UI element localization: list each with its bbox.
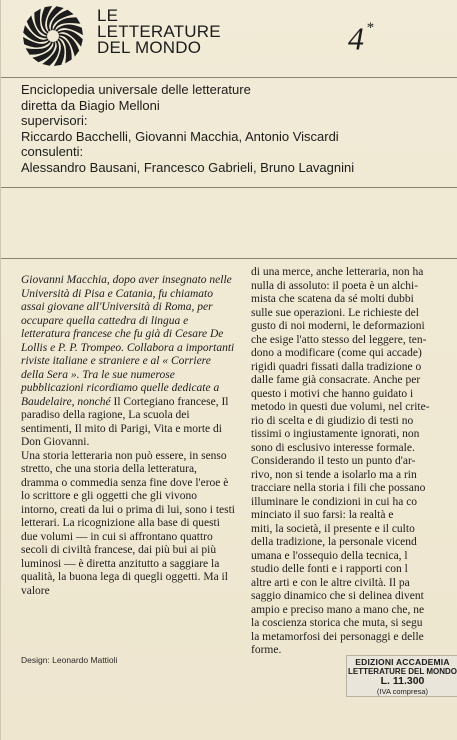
description-line-right: Considerando il testo un punto d'ar-: [251, 455, 416, 467]
author-bio-text: Giovanni Macchia, dopo aver insegnato nelle Università di Pisa e Catania, fu chiamato assai giovane all'Università di Roma, per occupare quella cattedra di lingua e letteratura francese che fu già di Cesare De Lollis e P. P. Trompeo. Collabora a importanti riviste italiane e straniere e al « Corriere della Sera ». Tra le sue numerose pubblicazioni ricordiamo quelle dedicate a Baudelaire, nonché: [21, 274, 235, 408]
divider: [1, 187, 457, 188]
series-title: [97, 8, 221, 56]
series-title-line: DEL MONDO: [97, 38, 202, 57]
description-text-left: Una storia letteraria non può essere, in senso stretto, che una storia della letteratura, dramma o commedia senza fine dove l'eroe è lo scrittore e gli oggetti che gli vivono intorno, creati da lui o prima di lui, sono i testi letterari. La ricognizione alla base di questi due volumi — in cui si affrontano quattro secoli di civiltà francese, dai più bui ai più luminosi — è diretta anzitutto a saggiare la qualità, la buona lega di quegli oggetti. Ma il valore: [21, 449, 235, 597]
description-line-right: rigidi quadri fissati dalla tradizione o: [251, 360, 422, 373]
description-line-right: la coscienza storica che muta, si segu: [251, 617, 423, 629]
description-line-right: sulle sue operazioni. Le richieste del: [251, 306, 419, 319]
left-column: [21, 274, 235, 598]
description-line-right: dono a modificare (come qui accade): [251, 347, 422, 359]
description-line-right: della tradizione, la personale vicend: [251, 536, 417, 548]
volume-number: [348, 18, 374, 55]
series-title-line: LE: [97, 6, 119, 25]
description-line-right: forme.: [251, 644, 282, 656]
description-line-right: mista che scatena da sé molti dubbi: [251, 293, 414, 305]
description-line-right: miti, la società, il presente e il culto: [251, 522, 415, 535]
description-line-right: ampio e preciso mano a mano che, ne: [251, 603, 425, 616]
description-line-right: studio delle fonti e i rapporti con l: [251, 563, 408, 575]
description-line-right: metodo in questi due volumi, nel crite-: [251, 401, 430, 413]
description-line-right: tracciare nella storia i fili che possano: [251, 482, 426, 494]
description-line-right: gusto di noi moderni, le deformazioni: [251, 320, 425, 332]
description-line-right: di una merce, anche letteraria, non ha: [251, 266, 424, 278]
divider: [1, 258, 457, 259]
credits-line: supervisori:: [21, 113, 88, 128]
series-title-line: LETTERATURE: [97, 22, 221, 41]
description-line-right: umana e l'ossequio della tecnica, l: [251, 549, 408, 562]
divider: [1, 77, 457, 78]
price-sticker: [346, 655, 457, 697]
credits-line: Alessandro Bausani, Francesco Gabrieli, Bruno Lavagnini: [21, 159, 355, 175]
description-line-right: rio di scelta e di giudizio di testi no: [251, 414, 414, 427]
author-bio: [21, 274, 235, 450]
sticker-tax-note: (IVA compresa): [376, 687, 429, 696]
description-line-right: che esige l'atto stesso del leggere, ten-: [251, 333, 427, 346]
right-column: [251, 266, 457, 658]
credits-line: consulenti:: [21, 144, 84, 159]
swirl-logo-icon: [21, 4, 85, 68]
description-line-right: saggio dinamico che si delinea divent: [251, 590, 424, 602]
description-line-right: tissimi o ingiustamente ignorati, non: [251, 428, 420, 440]
description-line-right: la metamorfosi dei personaggi e delle: [251, 630, 424, 643]
logo-center: [48, 31, 58, 41]
description-line-right: questo i motivi che hanno guidato i: [251, 387, 414, 400]
sticker-series: LETTERATURE DEL MONDO: [347, 667, 457, 676]
description-line-right: illuminare le condizioni in cui ha co: [251, 495, 418, 508]
author-works-list: Il Cortegiano francese, Il paradiso della ragione, La scuola dei sentimenti, Il mito di Parigi, Vita e morte di Don Giovanni.: [21, 395, 229, 448]
volume-number-mark: *: [366, 20, 374, 36]
sticker-publisher: EDIZIONI ACCADEMIA: [355, 657, 450, 667]
credits-line: Enciclopedia universale delle letterature: [21, 82, 251, 97]
description-line-right: dalle fame già consacrate. Anche per: [251, 374, 421, 386]
sticker-price: L. 11.300: [380, 675, 425, 687]
description-line-right: sono di esclusivo interesse formale.: [251, 441, 415, 454]
volume-number-digit: 4: [348, 20, 364, 57]
credits-line: diretta da Biagio Melloni: [21, 97, 160, 113]
description-line-right: nulla di assoluto: il poeta è un alchi-: [251, 279, 419, 292]
description-line-right: minciato il suo farsi: la realtà e: [251, 509, 394, 521]
description-line-right: rivo, non si tende a isolarlo ma a rin: [251, 468, 417, 481]
credits-line: Riccardo Bacchelli, Giovanni Macchia, Antonio Viscardi: [21, 128, 339, 144]
designer-credit: Design: Leonardo Mattioli: [21, 655, 118, 665]
credits-block: [21, 82, 451, 175]
description-line-right: altre arti e con le altre civiltà. Il pa: [251, 576, 410, 589]
